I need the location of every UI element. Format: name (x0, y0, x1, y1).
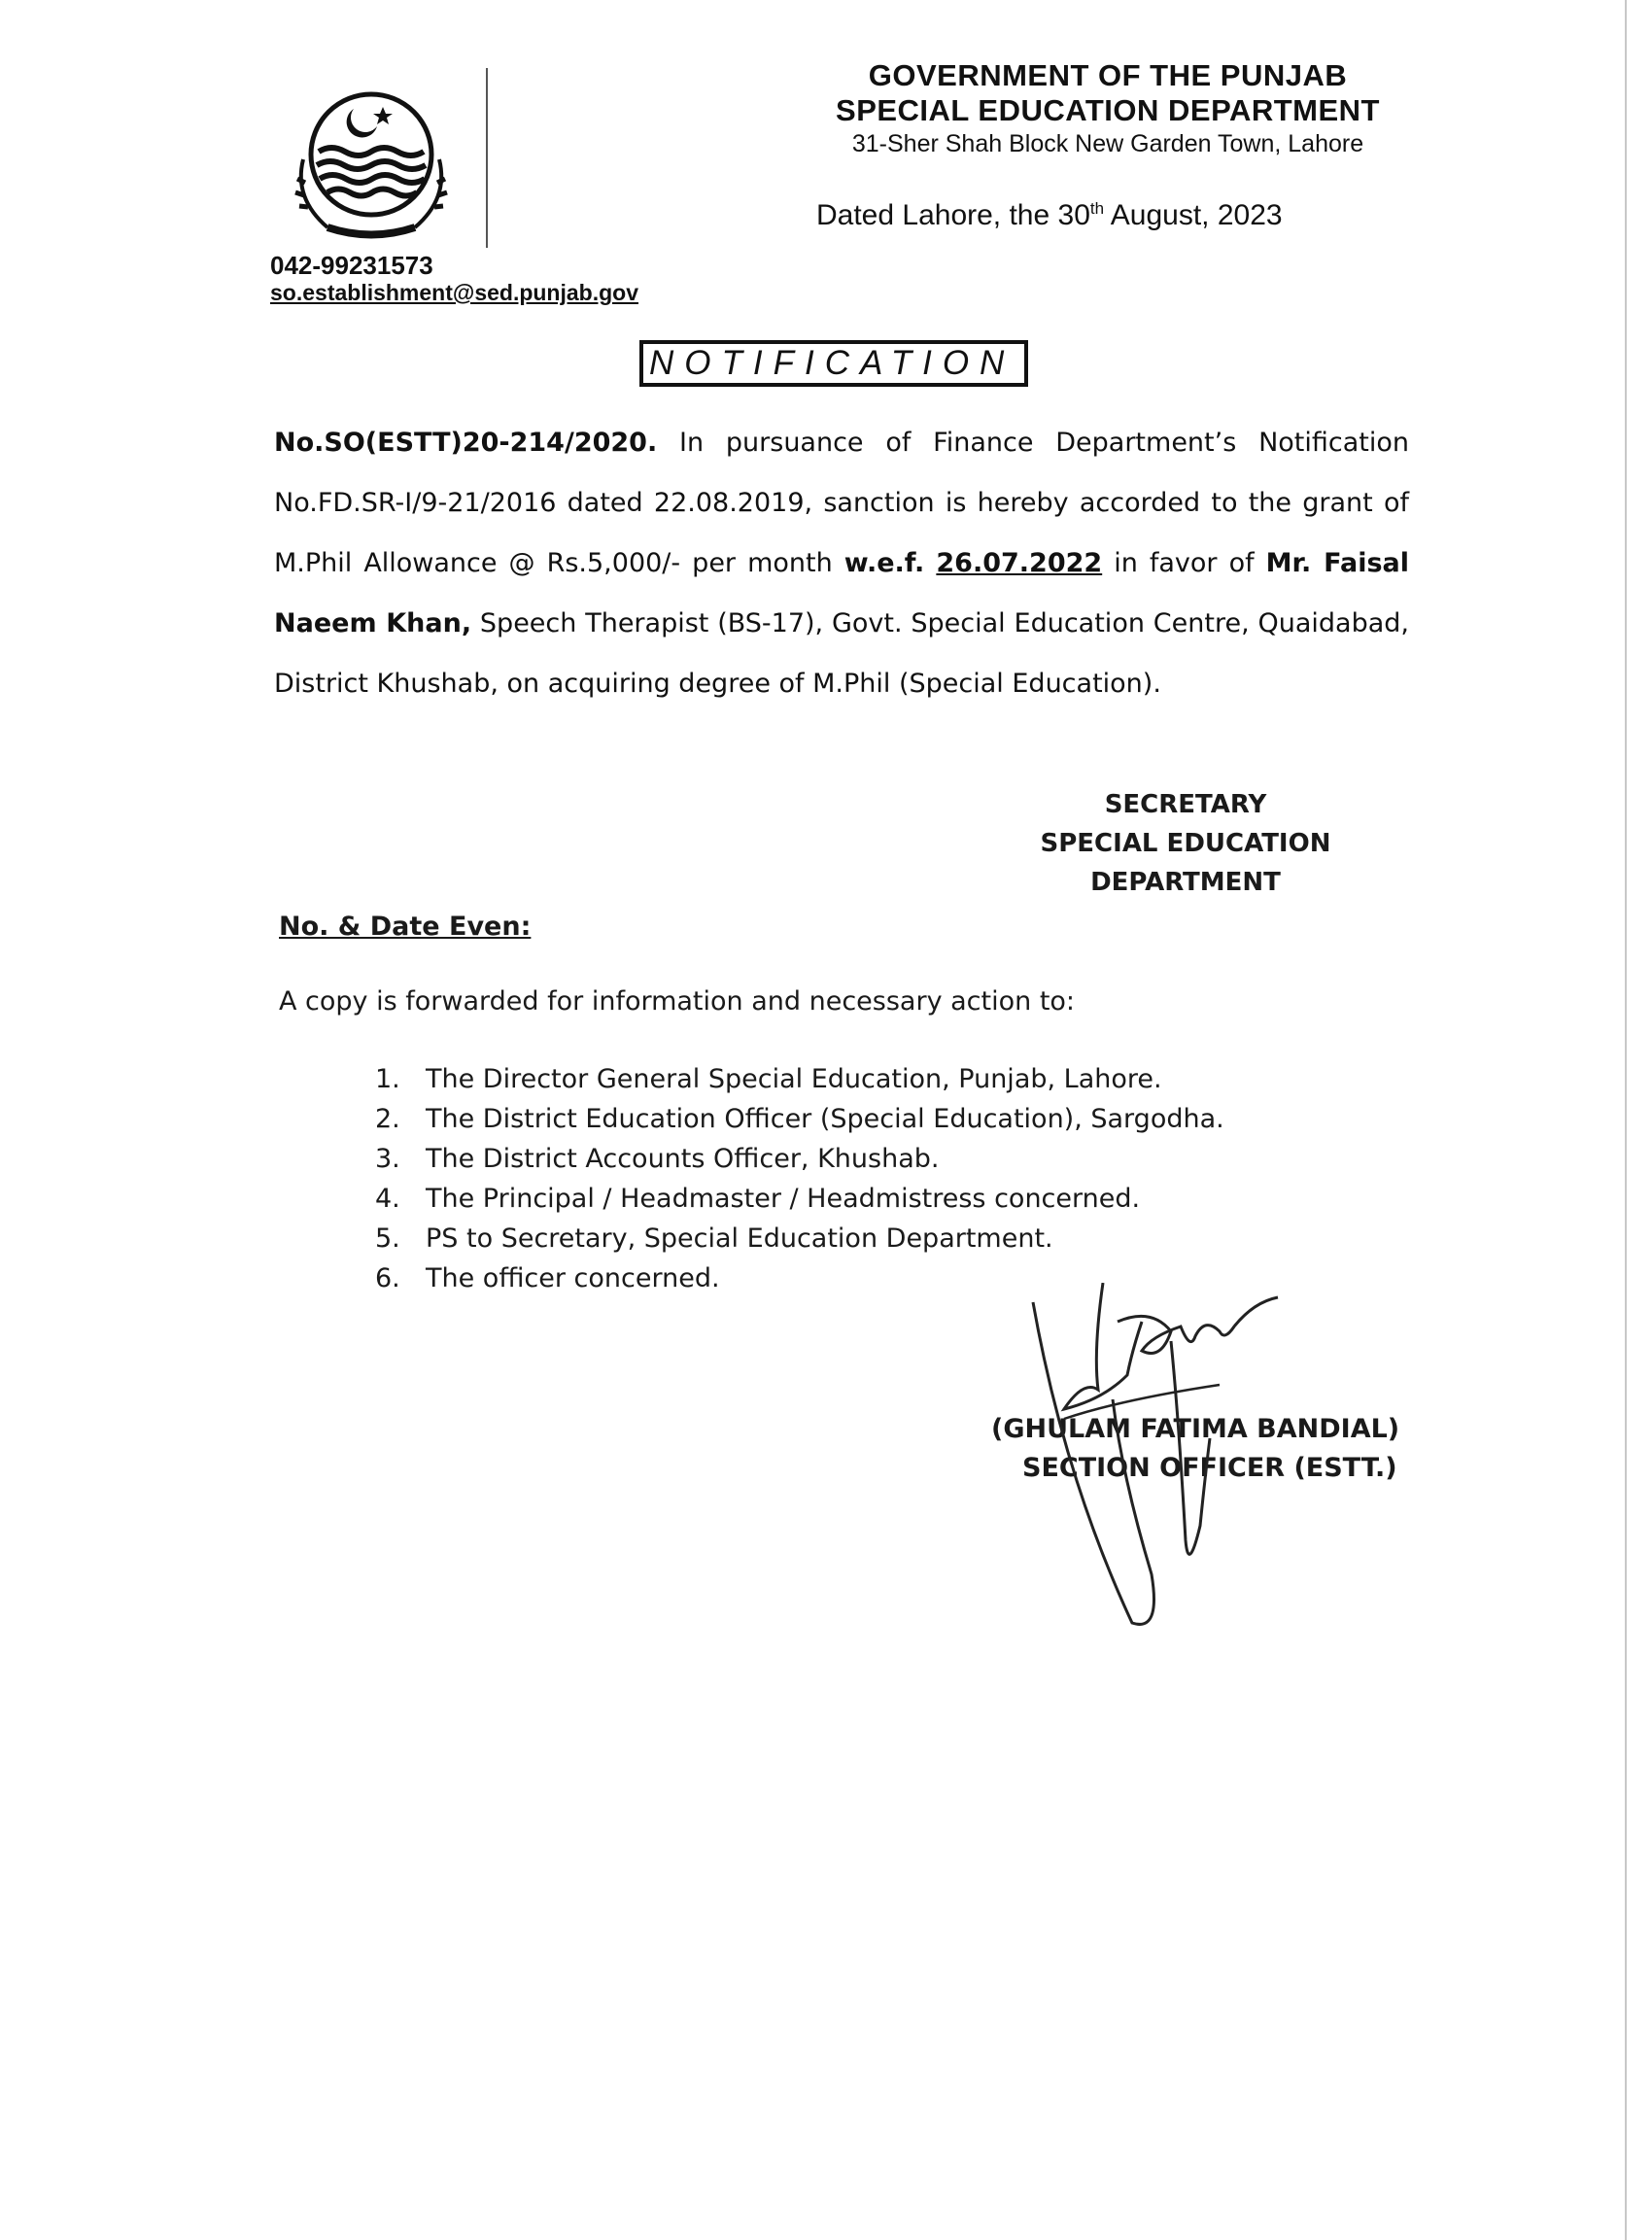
list-item: 1. The Director General Special Education, Punjab, Lahore. (375, 1064, 1162, 1094)
list-item: 2. The District Education Officer (Special Education), Sargodha. (375, 1104, 1224, 1134)
punjab-emblem-icon (274, 82, 468, 247)
signature-icon (1025, 1283, 1288, 1642)
page-edge (1625, 0, 1627, 2240)
date-line: Dated Lahore, the 30th August, 2023 (816, 199, 1283, 231)
officer-title: SECTION OFFICER (ESTT.) (1022, 1453, 1397, 1483)
secretary-block: SECRETARY SPECIAL EDUCATION DEPARTMENT (1040, 790, 1331, 897)
header-divider (486, 68, 488, 248)
contact-phone: 042-99231573 (270, 251, 433, 280)
no-date-even-label: No. & Date Even: (279, 912, 532, 942)
header-government: GOVERNMENT OF THE PUNJAB (868, 58, 1348, 92)
notification-body: No.SO(ESTT)20-214/2020. In pursuance of Finance Department’s Notification No.FD.SR-I/9-21/2016 dated 22.08.2019, sanction is hereby accorded to the grant of M.Phil Allowance @ Rs.5,000/- per month w.e.f. 26.07.2022 in favor of Mr. Faisal Naeem Khan, Speech Therapist (BS-17), Govt. Special Education Centre, Quaidabad, District Khushab, on acquiring degree of M.Phil (Special Education). (274, 428, 1409, 699)
distribution-list (375, 1059, 1224, 1298)
header-department: SPECIAL EDUCATION DEPARTMENT (836, 93, 1380, 127)
contact-email[interactable]: so.establishment@sed.punjab.gov (270, 280, 638, 305)
reference-number: No.SO(ESTT)20-214/2020. (274, 428, 658, 458)
list-item: 6. The officer concerned. (375, 1263, 720, 1293)
copy-forwarded-text: A copy is forwarded for information and necessary action to: (279, 986, 1076, 1017)
wef-label: w.e.f. (843, 548, 925, 578)
list-item: 3. The District Accounts Officer, Khushab. (375, 1144, 940, 1174)
list-item: 4. The Principal / Headmaster / Headmistress concerned. (375, 1184, 1141, 1214)
person-name: Mr. Faisal Naeem Khan, (274, 548, 1409, 638)
header-address: 31-Sher Shah Block New Garden Town, Lahore (851, 130, 1364, 157)
notification-title: NOTIFICATION (639, 340, 1028, 387)
officer-name: (GHULAM FATIMA BANDIAL) (991, 1414, 1400, 1444)
wef-date: 26.07.2022 (936, 548, 1103, 578)
list-item: 5. PS to Secretary, Special Education Department. (375, 1223, 1053, 1254)
